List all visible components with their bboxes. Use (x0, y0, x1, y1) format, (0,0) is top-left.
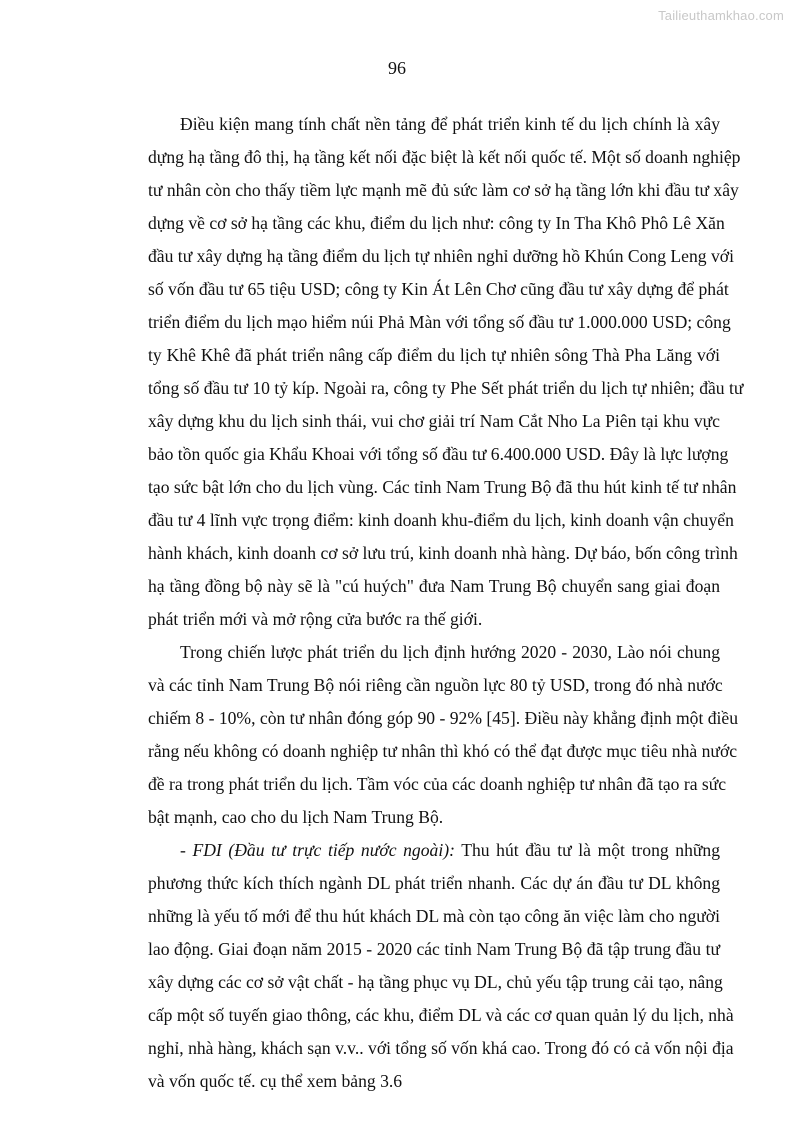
paragraph-fdi (148, 834, 734, 1098)
text-line: rằng nếu không có doanh nghiệp tư nhân thì khó có thể đạt được mục tiêu nhà nước (148, 741, 738, 761)
text-line: và vốn quốc tế. cụ thể xem bảng 3.6 (148, 1071, 403, 1091)
text-line: tổng số đầu tư 10 tỷ kíp. Ngoài ra, công ty Phe Sết phát triển du lịch tự nhiên; đầu tư (148, 378, 744, 398)
watermark: Tailieuthamkhao.com (658, 8, 784, 23)
paragraph-infrastructure (148, 108, 744, 636)
text-line: lao động. Giai đoạn năm 2015 - 2020 các tỉnh Nam Trung Bộ đã tập trung đầu tư (148, 939, 720, 959)
text-line: đầu tư xây dựng hạ tầng điểm du lịch tự nhiên nghỉ dưỡng hồ Khún Cong Leng với (148, 246, 734, 266)
document-body (148, 108, 744, 1098)
text-line: ty Khê Khê đã phát triển nâng cấp điểm du lịch tự nhiên sông Thà Pha Lăng với (148, 345, 720, 365)
text-line: phương thức kích thích ngành DL phát triển nhanh. Các dự án đầu tư DL không (148, 873, 720, 893)
text-line: tư nhân còn cho thấy tiềm lực mạnh mẽ đủ sức làm cơ sở hạ tầng lớn khi đầu tư xây (148, 180, 739, 200)
text-line: Trong chiến lược phát triển du lịch định hướng 2020 - 2030, Lào nói chung (180, 642, 720, 662)
fdi-label: - FDI (Đầu tư trực tiếp nước ngoài): (180, 840, 455, 860)
text-line: đầu tư 4 lĩnh vực trọng điểm: kinh doanh khu-điểm du lịch, kinh doanh vận chuyển (148, 510, 734, 530)
text-line: những là yếu tố mới để thu hút khách DL mà còn tạo công ăn việc làm cho người (148, 906, 720, 926)
text-line: cấp một số tuyến giao thông, các khu, điểm DL và các cơ quan quản lý du lịch, nhà (148, 1005, 734, 1025)
text-line: xây dựng các cơ sở vật chất - hạ tầng phục vụ DL, chủ yếu tập trung cải tạo, nâng (148, 972, 723, 992)
text-line: dựng hạ tầng đô thị, hạ tầng kết nối đặc biệt là kết nối quốc tế. Một số doanh nghiệp (148, 147, 741, 167)
page-number: 96 (388, 58, 406, 78)
text-line: chiếm 8 - 10%, còn tư nhân đóng góp 90 - 92% [45]. Điều này khẳng định một điều (148, 708, 739, 728)
text-line: tạo sức bật lớn cho du lịch vùng. Các tỉnh Nam Trung Bộ đã thu hút kinh tế tư nhân (148, 477, 737, 497)
text-line (148, 834, 720, 867)
text-line: phát triển mới và mở rộng cửa bước ra thế giới. (148, 609, 483, 629)
text-line: Điều kiện mang tính chất nền tảng để phát triển kinh tế du lịch chính là xây (180, 114, 720, 134)
text-line: triển điểm du lịch mạo hiểm núi Phả Màn với tổng số đầu tư 1.000.000 USD; công (148, 312, 731, 332)
text-line: bật mạnh, cao cho du lịch Nam Trung Bộ. (148, 807, 444, 827)
text-line: nghỉ, nhà hàng, khách sạn v.v.. với tổng số vốn khá cao. Trong đó có cả vốn nội địa (148, 1038, 734, 1058)
text-line: bảo tồn quốc gia Khẩu Khoai với tổng số đầu tư 6.400.000 USD. Đây là lực lượng (148, 444, 729, 464)
text-line: số vốn đầu tư 65 tiệu USD; công ty Kin Át Lên Chơ cũng đầu tư xây dựng để phát (148, 279, 729, 299)
text-line: và các tỉnh Nam Trung Bộ nói riêng cần nguồn lực 80 tỷ USD, trong đó nhà nước (148, 675, 723, 695)
text-line: dựng về cơ sở hạ tầng các khu, điểm du lịch như: công ty In Tha Khô Phô Lê Xăn (148, 213, 725, 233)
text-line: đề ra trong phát triển du lịch. Tầm vóc của các doanh nghiệp tư nhân đã tạo ra sức (148, 774, 727, 794)
fdi-intro-text: Thu hút đầu tư là một trong những (454, 840, 721, 860)
text-line: hành khách, kinh doanh cơ sở lưu trú, kinh doanh nhà hàng. Dự báo, bốn công trình (148, 543, 738, 563)
text-line: xây dựng khu du lịch sinh thái, vui chơ giải trí Nam Cắt Nho La Piên tại khu vực (148, 411, 720, 431)
text-line: hạ tầng đồng bộ này sẽ là "cú huých" đưa Nam Trung Bộ chuyển sang giai đoạn (148, 576, 720, 596)
paragraph-strategy (148, 636, 739, 834)
